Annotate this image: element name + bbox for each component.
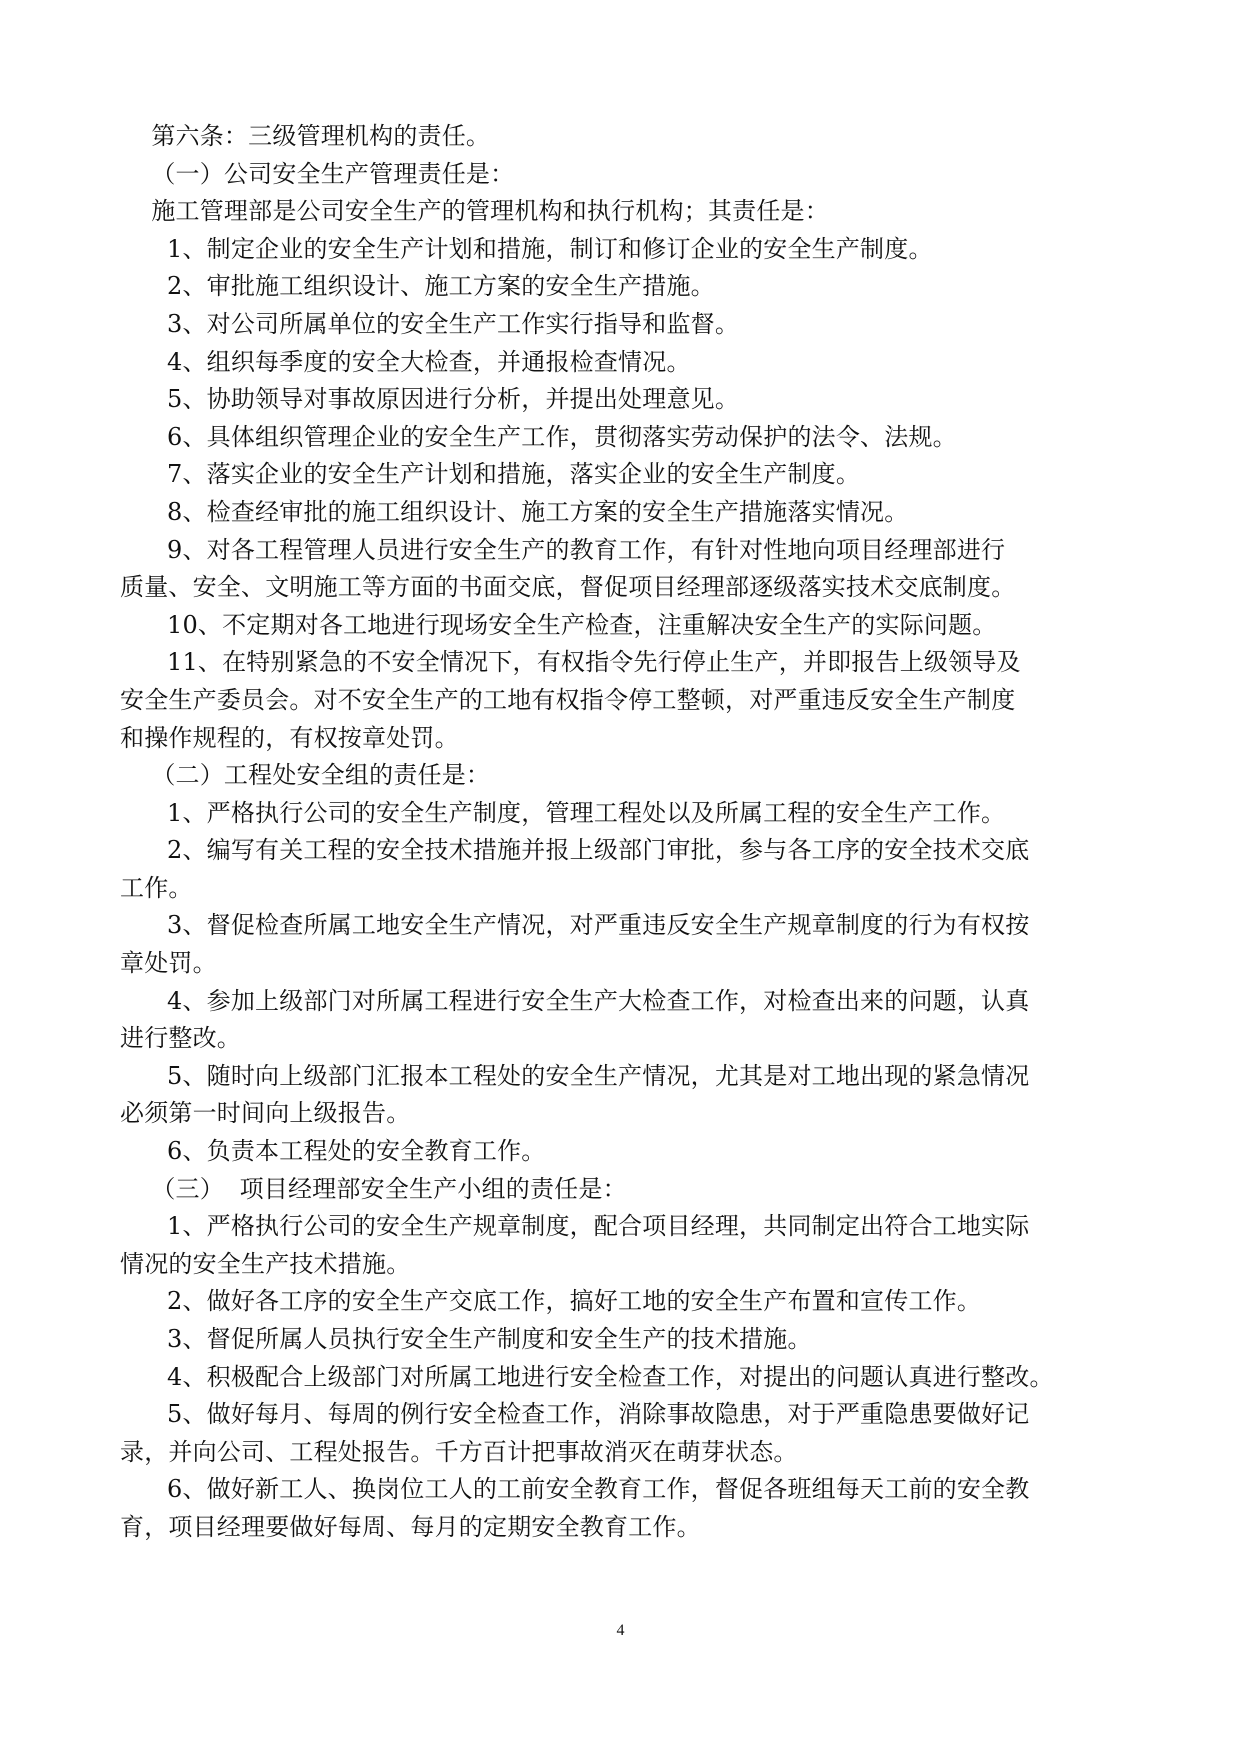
text-line: 2、做好各工序的安全生产交底工作，搞好工地的安全生产布置和宣传工作。 — [120, 1287, 982, 1316]
text-line: 9、对各工程管理人员进行安全生产的教育工作，有针对性地向项目经理部进行 — [120, 535, 1006, 564]
text-line: 10、不定期对各工地进行现场安全生产检查，注重解决安全生产的实际问题。 — [120, 610, 997, 639]
text-line: 5、随时向上级部门汇报本工程处的安全生产情况，尤其是对工地出现的紧急情况 — [120, 1061, 1030, 1090]
text-line: 5、做好每月、每周的例行安全检查工作，消除事故隐患，对于严重隐患要做好记 — [120, 1400, 1030, 1429]
text-line: 施工管理部是公司安全生产的管理机构和执行机构；其责任是： — [120, 197, 829, 226]
text-line: 录，并向公司、工程处报告。千方百计把事故消灭在萌芽状态。 — [120, 1437, 798, 1466]
text-line: 第六条：三级管理机构的责任。 — [120, 122, 491, 150]
text-line: （三） 项目经理部安全生产小组的责任是： — [120, 1174, 627, 1203]
text-line: 进行整改。 — [120, 1024, 241, 1053]
text-line: 3、督促所属人员执行安全生产制度和安全生产的技术措施。 — [120, 1325, 812, 1353]
text-line: 情况的安全生产技术措施。 — [120, 1249, 411, 1278]
text-line: 4、积极配合上级部门对所属工地进行安全检查工作，对提出的问题认真进行整改。 — [120, 1362, 1054, 1391]
text-line: 11、在特别紧急的不安全情况下，有权指令先行停止生产，并即报告上级领导及 — [120, 648, 1021, 677]
page-number: 4 — [616, 1622, 625, 1639]
text-line: 4、组织每季度的安全大检查，并通报检查情况。 — [120, 347, 691, 376]
text-line: 章处罚。 — [120, 949, 217, 978]
text-line: 必须第一时间向上级报告。 — [120, 1099, 411, 1128]
text-line: 育，项目经理要做好每周、每月的定期安全教育工作。 — [120, 1512, 701, 1541]
text-line: （一）公司安全生产管理责任是： — [120, 159, 515, 188]
document-body — [120, 118, 1130, 1547]
text-line: 1、严格执行公司的安全生产规章制度，配合项目经理，共同制定出符合工地实际 — [120, 1212, 1030, 1241]
text-line: （二）工程处安全组的责任是： — [120, 761, 491, 790]
text-line: 和操作规程的，有权按章处罚。 — [120, 723, 459, 752]
text-line: 2、审批施工组织设计、施工方案的安全生产措施。 — [120, 272, 715, 301]
text-line: 1、严格执行公司的安全生产制度，管理工程处以及所属工程的安全生产工作。 — [120, 798, 1006, 827]
text-line: 安全生产委员会。对不安全生产的工地有权指令停工整顿，对严重违反安全生产制度 — [120, 685, 1016, 714]
text-line: 4、参加上级部门对所属工程进行安全生产大检查工作，对检查出来的问题，认真 — [120, 986, 1030, 1015]
text-line: 5、协助领导对事故原因进行分析，并提出处理意见。 — [120, 385, 740, 414]
text-line: 8、检查经审批的施工组织设计、施工方案的安全生产措施落实情况。 — [120, 497, 909, 526]
text-line: 6、做好新工人、换岗位工人的工前安全教育工作，督促各班组每天工前的安全教 — [120, 1475, 1030, 1504]
text-line: 质量、安全、文明施工等方面的书面交底，督促项目经理部逐级落实技术交底制度。 — [120, 573, 1016, 602]
text-line: 3、督促检查所属工地安全生产情况，对严重违反安全生产规章制度的行为有权按 — [120, 911, 1030, 940]
text-line: 7、落实企业的安全生产计划和措施，落实企业的安全生产制度。 — [120, 460, 861, 489]
text-line: 1、制定企业的安全生产计划和措施，制订和修订企业的安全生产制度。 — [120, 234, 933, 263]
text-line: 2、编写有关工程的安全技术措施并报上级部门审批，参与各工序的安全技术交底 — [120, 836, 1030, 865]
text-line: 3、对公司所属单位的安全生产工作实行指导和监督。 — [120, 309, 740, 338]
text-line: 6、负责本工程处的安全教育工作。 — [120, 1137, 546, 1166]
text-line: 6、具体组织管理企业的安全生产工作，贯彻落实劳动保护的法令、法规。 — [120, 422, 957, 451]
text-line: 工作。 — [120, 873, 193, 902]
